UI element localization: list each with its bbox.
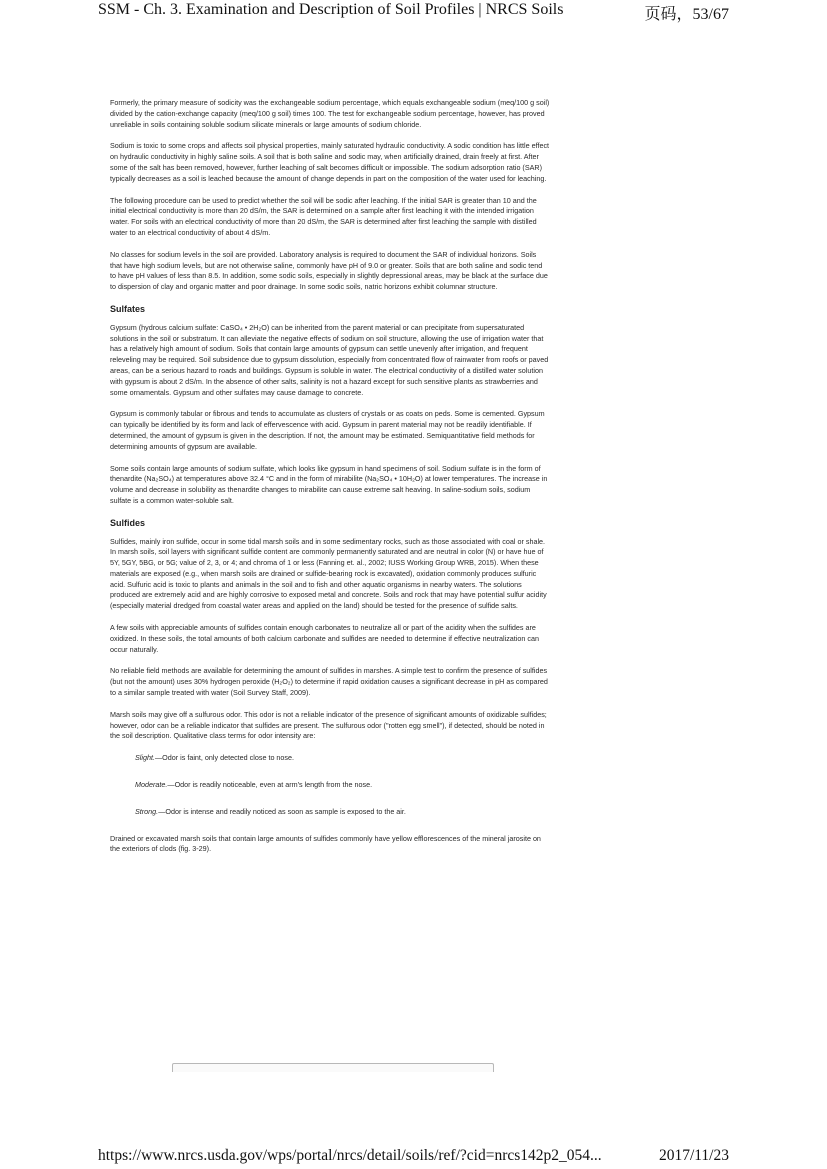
figure-frame-top	[172, 1063, 494, 1072]
odor-description: —Odor is intense and readily noticed as soon as sample is exposed to the air.	[158, 806, 406, 816]
print-header	[0, 0, 827, 24]
page-url: https://www.nrcs.usda.gov/wps/portal/nrcs/detail/soils/ref/?cid=nrcs142p2_054...	[98, 1147, 602, 1164]
paragraph: The following procedure can be used to predict whether the soil will be sodic after leaching. If the initial SAR is greater than 10 and the initial electrical conductivity is more than 20 dS/m, the SAR is determined on a sample after first leaching it with the intended irrigation water. For soils with an electrical conductivity of more than 20 dS/m, the SAR is determined after first leaching the sample with distilled water to an electrical conductivity of about 4 dS/m.	[110, 195, 537, 237]
odor-description: —Odor is faint, only detected close to nose.	[154, 753, 295, 763]
odor-term: Strong.	[135, 806, 159, 816]
paragraph: Gypsum (hydrous calcium sulfate: CaSO₄ • 2H₂O) can be inherited from the parent material or can precipitate from supersaturated solutions in the soil or substratum. It can alleviate the negative effects of sodium on soil structure, allowing the use of irrigation water that has a relatively high amount of sodium. Soils that contain large amounts of gypsum can settle unevenly after irrigation, and frequent releveling may be required. Soil subsidence due to gypsum dissolution, especially from concentrated flow of rainwater from roofs or paved areas, can be a serious hazard to roads and buildings. Gypsum is soluble in water. The electrical conductivity of a distilled water solution with gypsum is about 2 dS/m. In the absence of other salts, salinity is not a hazard except for such sensitive plants as strawberries and some ornamentals. Gypsum and other sulfates may cause damage to concrete.	[110, 322, 549, 397]
paragraph: Drained or excavated marsh soils that contain large amounts of sulfides commonly have yellow efflorescences of the mineral jarosite on the exteriors of clods (fig. 3-29).	[110, 833, 541, 854]
article-body	[110, 98, 550, 866]
paragraph: Sodium is toxic to some crops and affects soil physical properties, mainly saturated hydraulic conductivity. A sodic condition has little effect on hydraulic conductivity in highly saline soils. A soil that is both saline and sodic may, when artificially drained, drain freely at first. After some of the salt has been removed, however, further leaching of salt becomes difficult or impossible. The sodium adsorption ratio (SAR) typically decreases as a soil is leached because the amount of change depends in part on the composition of the water used for leaching.	[110, 141, 550, 183]
paragraph: Marsh soils may give off a sulfurous odor. This odor is not a reliable indicator of the presence of significant amounts of oxidizable sulfides; however, odor can be a reliable indicator that sulfides are present. The sulfurous odor ("rotten egg smell"), if detected, should be noted in the soil description. Qualitative class terms for odor intensity are:	[110, 709, 547, 741]
section-heading-sulfides: Sulfides	[110, 517, 146, 528]
paragraph: Formerly, the primary measure of sodicity was the exchangeable sodium percentage, which equals exchangeable sodium (meq/100 g soil) divided by the cation-exchange capacity (meq/100 g soil) times 100. The test for exchangeable sodium percentage, however, has proved unreliable in soils containing soluble sodium silicate minerals or large amounts of sodium chloride.	[110, 98, 550, 129]
odor-term: Slight.	[135, 753, 155, 763]
odor-class-strong	[110, 807, 550, 818]
odor-class-moderate	[110, 780, 550, 791]
odor-class-slight	[110, 753, 550, 764]
print-date: 2017/11/23	[658, 1147, 729, 1164]
print-footer	[0, 1145, 827, 1169]
odor-term: Moderate.	[135, 780, 168, 790]
section-heading-sulfates: Sulfates	[110, 303, 146, 314]
paragraph: No reliable field methods are available for determining the amount of sulfides in marshes. A simple test to confirm the presence of sulfides (but not the amount) uses 30% hydrogen peroxide (H₂O₂) to determine if rapid oxidation causes a significant decrease in pH as compared to a similar sample treated with water (Soil Survey Staff, 2009).	[110, 666, 548, 698]
paragraph: Sulfides, mainly iron sulfide, occur in some tidal marsh soils and in some sedimentary rocks, such as those associated with coal or shale. In marsh soils, soil layers with significant sulfide content are commonly permanently saturated and are neutral in color (N) or have hue of 5Y, 5GY, 5BG, or 5G; value of 2, 3, or 4; and chroma of 1 or less (Fanning et. al., 2002; IUSS Working Group WRB, 2015). When these materials are exposed (e.g., when marsh soils are drained or sulfide-bearing rock is excavated), oxidation commonly produces sulfuric acid. Sulfuric acid is toxic to plants and animals in the soil and to fish and other aquatic organisms in nearby waters. The solutions produced are extremely acid and are highly corrosive to exposed metal and concrete. Soils and rock that may have potential sulfur acidity (especially material dredged from coastal water areas and applied on the land) should be tested for the presence of sulfide salts.	[110, 536, 547, 611]
page-number: 页码，53/67	[644, 6, 729, 23]
page-title: SSM - Ch. 3. Examination and Description of Soil Profiles | NRCS Soils	[98, 1, 564, 18]
paragraph: Some soils contain large amounts of sodium sulfate, which looks like gypsum in hand specimens of soil. Sodium sulfate is in the form of thenardite (Na₂SO₄) at temperatures above 32.4 °C and in the form of mirabilite (Na₂SO₄ • 10H₂O) at lower temperatures. The increase in volume and decrease in solubility as thenardite changes to mirabilite can cause extreme salt heaving. In saline-sodium soils, sodium sulfate is a common water-soluble salt.	[110, 463, 548, 505]
paragraph: A few soils with appreciable amounts of sulfides contain enough carbonates to neutralize all or part of the acidity when the sulfides are oxidized. In these soils, the total amounts of both calcium carbonate and sulfides are needed to determine if effective neutralization can occur naturally.	[110, 623, 539, 654]
paragraph: No classes for sodium levels in the soil are provided. Laboratory analysis is required to document the SAR of individual horizons. Soils that have high sodium levels, but are not otherwise saline, commonly have pH of 9.0 or greater. Soils that are both saline and sodic tend to have pH values of less than 8.5. In addition, some sodic soils, especially in slightly depressional areas, may be black at the surface due to dispersion of clay and organic matter and poor drainage. In some sodic soils, natric horizons exhibit columnar structure.	[110, 249, 548, 292]
paragraph: Gypsum is commonly tabular or fibrous and tends to accumulate as clusters of crystals or as coats on peds. Some is cemented. Gypsum can typically be identified by its form and lack of effervescence with acid. Gypsum in parent material may not be readily identifiable. If determined, the amount of gypsum is given in the description. If not, the amount may be estimated. Semiquantitative field methods for determining amounts of gypsum are available.	[110, 409, 545, 451]
odor-description: —Odor is readily noticeable, even at arm's length from the nose.	[167, 780, 373, 790]
